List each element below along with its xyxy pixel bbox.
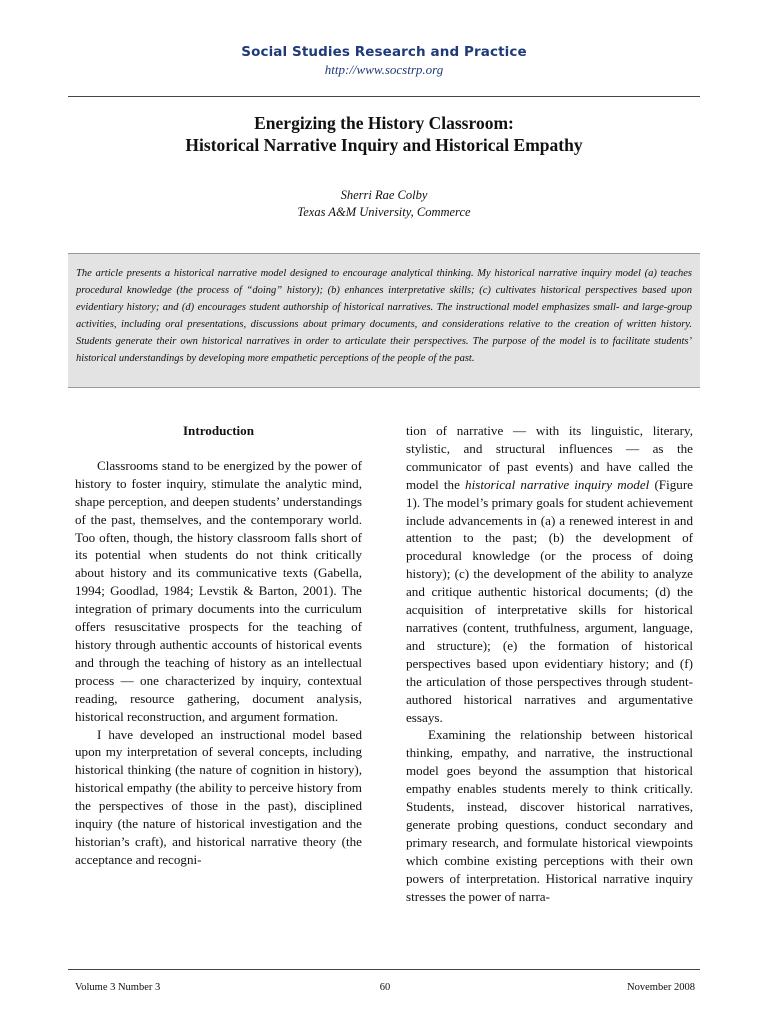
paragraph-text: (Figure 1). The model’s primary goals for student achievement include advancements in (a) a renewed interest in and attention to the past; (b) the development of procedural knowledge (or the process of doing history); (c) the development of the ability to analyze and critique authentic historical documents; (d) the acquisition of interpretative skills for historical narratives (content, truthfulness, argument, language, and structure); (e) the formation of historical perspectives based upon evidentiary history; and (f) the articulation of those perspectives through student-authored historical narratives and argumentative essays. [406, 476, 694, 725]
footer-volume: Volume 3 Number 3 [75, 982, 161, 993]
body-column-left [75, 422, 362, 869]
author-name: Sherri Rae Colby [340, 188, 428, 202]
paragraph [406, 422, 693, 726]
article-title [0, 112, 768, 156]
paragraph: I have developed an instructional model based upon my interpretation of several concepts, including historical thinking (the nature of cognition in history), historical empathy (the ability to perceive history from the perspectives of those in the past), disciplined inquiry (the nature of historical investigation and the historian’s craft), and historical narrative theory (the acceptance and recogni- [75, 726, 362, 867]
title-line-1: Energizing the History Classroom: [254, 113, 514, 133]
author-block [0, 187, 768, 221]
journal-header [0, 44, 768, 78]
page-footer [75, 982, 695, 996]
abstract-box [68, 253, 700, 388]
title-line-2: Historical Narrative Inquiry and Historical Empathy [185, 135, 583, 155]
footer-date: November 2008 [627, 982, 695, 993]
section-heading: Introduction [182, 423, 255, 438]
author-affiliation: Texas A&M University, Commerce [297, 205, 471, 219]
paragraph: Examining the relationship between historical thinking, empathy, and narrative, the instructional model goes beyond the assumption that historical empathy enables students merely to think critically. Students, instead, discover historical narratives, generate probing questions, conduct secondary and primary research, and formulate historical viewpoints which combine existing perceptions with their own powers of interpretation. Historical narrative inquiry stresses the power of narra- [406, 727, 693, 904]
journal-title: Social Studies Research and Practice [241, 44, 527, 60]
paragraph-text: tion of narrative — with its linguistic, literary, stylistic, and structural influences — as the communicator of past events) and have called the model the [406, 423, 693, 492]
journal-url[interactable]: http://www.socstrp.org [324, 62, 444, 77]
model-name-emphasis: historical narrative inquiry model [465, 476, 650, 492]
header-divider [68, 96, 700, 97]
footer-divider [68, 969, 700, 970]
paragraph: Classrooms stand to be energized by the power of history to foster inquiry, stimulate the analytic mind, shape perception, and deepen students’ understandings of the past, themselves, and the contemporary world. Too often, though, the history classroom falls short of its potential when students do not think critically about history and its communicative texts (Gabella, 1994; Goodlad, 1984; Levstik & Barton, 2001). The integration of primary documents into the curriculum offers resuscitative prospects for the teaching of history through authentic accounts of historical events and through the teaching of history as an intellectual process — one characterized by inquiry, contextual reading, resource gathering, document analysis, historical reconstruction, and argument formation. [75, 457, 362, 724]
footer-page-number: 60 [379, 982, 391, 993]
body-column-right [406, 422, 693, 905]
abstract-text: The article presents a historical narrative model designed to encourage analytical thinking. My historical narrative inquiry model (a) teaches procedural knowledge (the process of “doing” history); (b) enhances interpretative skills; (c) cultivates historical perspectives based upon evidentiary history; and (d) encourages student authorship of historical narratives. The instructional model emphasizes small- and large-group activities, including oral presentations, discussions about primary documents, and considerations relative to the creation of written history. Students generate their own historical narratives in order to articulate their perspectives. The purpose of the model is to facilitate students’ historical understandings by developing more empathetic perceptions of the people of the past. [76, 268, 692, 364]
